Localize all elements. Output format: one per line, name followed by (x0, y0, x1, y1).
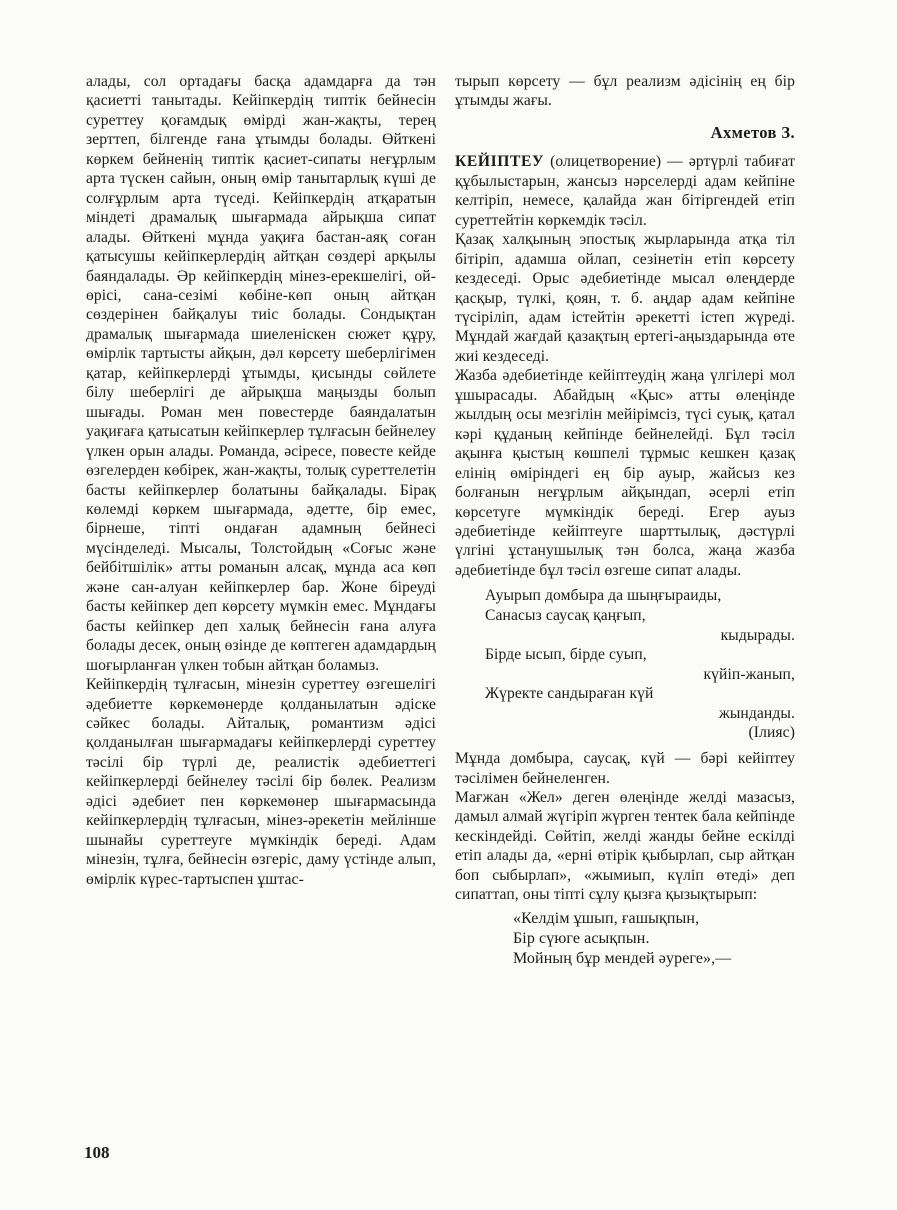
poem-quote-1 (485, 586, 795, 743)
poem-line: Мойның бұр мендей әуреге»,— (513, 949, 732, 967)
entry-definition: (олицетворение) — әртүрлі табиғат құбылыстарын, жансыз нәрселерді адам кейпіне келтіріп, немесе, қалайда жан бітіргендей етіп суреттейтін көркемдік тәсіл. (455, 153, 795, 229)
left-column (86, 72, 436, 889)
author-signature: Ахметов З. (710, 122, 795, 142)
poem-attribution: (Ілияс) (748, 724, 795, 742)
left-paragraph-2: Кейіпкердің тұлғасын, мінезін суреттеу өзгешелігі әдебиетте көркемөнерде қолданылатын әдіске сәйкес болады. Айталық, романтизм әдісі қолданылған шығармадағы кейіпкерлерді суреттеу тәсілі бір түрлі де, реалистік әдебиеттегі кейіпкерлерді бейнелеу тәсілі бір бөлек. Реализм әдісі әдебиет пен көркемөнер шығармасында кейіпкерлердің тұлғасын, мінез-әрекетін мейлінше шынайы суреттеуге мүмкіндік береді. Адам мінезін, тұлға, бейнесін өзгеріс, даму үстінде алып, өмірлік күрес-тартыспен ұштас- (86, 676, 436, 888)
poem-line: Жүректе сандыраған күй (485, 685, 654, 703)
poem-line: жынданды. (718, 704, 795, 722)
poem-line: «Келдім ұшып, ғашықпын, (513, 909, 700, 927)
right-paragraph-2: Қазақ халқының эпостық жырларында атқа тіл бітіріп, адамша ойлап, сезінетін етіп көрсету кездеседі. Орыс әдебиетінде мысал өлеңдерде қасқыр, түлкі, қоян, т. б. аңдар адам кейпіне түсіріліп, адам істейтін әрекетті істеп жүреді. Мұндай жағдай қазақтың ертегі-аңыздарында өте жиі кездеседі. (455, 231, 795, 365)
right-paragraph-1: тырып көрсету — бұл реализм әдісінің ең бір ұтымды жағы. (455, 73, 795, 110)
right-paragraph-4: Мұнда домбыра, саусақ, күй — бәрі кейіптеу тәсілімен бейнеленген. (455, 750, 795, 787)
right-paragraph-3: Жазба әдебиетінде кейіптеудің жаңа үлгілері мол ұшырасады. Абайдың «Қыс» атты өлеңінде жылдың осы мезгілін мейірімсіз, түсі суық, қатал кәрі құданың кейпінде бейнелейді. Бұл тәсіл ақынға қыстың көшпелі тұрмыс кешкен қазақ елінің өміріндегі ең бір ауыр, жайсыз кез болғанын неғұрлым айқындап, әсерлі етіп көрсетуге мүмкіндік береді. Егер ауыз әдебиетінде кейіптеуге шарттылық, дәстүрлі үлгіні ұстанушылық тән болса, жаңа жазба әдебиетінде бұл тәсіл өзгеше сипат алады. (455, 367, 795, 579)
poem-line: Бірде ысып, бірде суып, (485, 646, 647, 664)
page-number: 108 (84, 1143, 110, 1162)
poem-line: Бір сүюге асықпын. (513, 929, 650, 947)
poem-line: күйіп-жанып, (703, 665, 795, 683)
poem-line: Ауырып домбыра да шыңғыраиды, (485, 587, 722, 605)
right-column (455, 72, 795, 969)
poem-line: кыдырады. (720, 626, 795, 644)
left-paragraph-1: алады, сол ортадағы басқа адамдарға да тән қасиетті танытады. Кейіпкердің типтік бейнесін суреттеу қоғамдық өмірді жан-жақты, терең зерттеп, білгенде ғана ұтымды болады. Өйткені көркем бейненің типтік қасиет-сипаты неғұрлым арта түскен сайын, оның өмір танытарлық күші де солғұрлым арта түседі. Кейіпкердің атқаратын міндеті драмалық шығармада айрықша сипат алады. Өйткені мұнда уақиға бастан-аяқ соған қатысушы кейіпкерлердің айтқан сөздері арқылы баяндалады. Әр кейіпкердің мінез-ерекшелігі, ой-өрісі, сана-сезімі көбіне-көп оның айтқан сөздерінен байқалуы тиіс болады. Сондықтан драмалық шығармада шиеленіскен сюжет құру, өмірлік тартысты айқын, дәл көрсету шеберлігімен қатар, кейіпкерлерді ұтымды, қисынды сөйлете білу шеберлігі де айрықша маңызды болып шығады. Роман мен повестерде баяндалатын уақиғаға қатысатын кейіпкерлер тұлғасын бейнелеу үлкен орын алады. Романда, әсіресе, повесте кейде өзгелерден көбірек, жан-жақты, толық суреттелетін басты кейіпкерлер болатыны байқалады. Бірақ көлемді көркем шығармада, әдетте, бір емес, бірнеше, тіпті ондаған адамның бейнесі мүсінделеді. Мысалы, Толстойдың «Соғыс және бейбітшілік» атты романын алсақ, мұнда аса көп және сан-алуан кейіпкерлер бар. Жоне біреуді басты кейіпкер деп көрсету мүмкін емес. Мұндағы басты кейіпкер деп халық бейнесін ғана алуға болады десек, оның өзінде де көптеген адамдардың шоғырланған үлкен тобын айтқан боламыз. (86, 73, 436, 674)
dictionary-entry (455, 152, 795, 230)
poem-line: Санасыз саусақ қаңғып, (485, 606, 646, 624)
entry-headword: КЕЙІПТЕУ (455, 153, 545, 171)
right-paragraph-5: Мағжан «Жел» деген өлеңінде желді мазасыз, дамыл алмай жүгіріп жүрген тентек бала кейпінде кескіндейді. Сөйтіп, желді жанды бейне ескілді етіп алады да, «ерні өтірік қыбырлап, сыр айтқан боп сыбырлап», «жымиып, күліп өтеді» деп сипаттап, оны тіпті сұлу қызға қызықтырып: (455, 788, 795, 904)
poem-quote-2 (513, 909, 795, 969)
